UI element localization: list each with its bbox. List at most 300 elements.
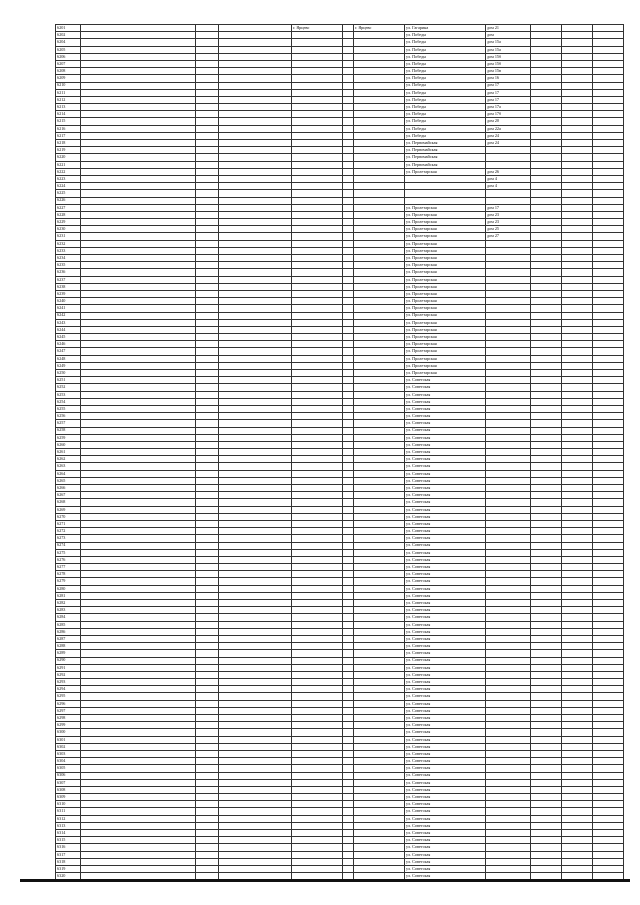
settlement-cell [292, 53, 343, 60]
empty-cell [343, 190, 354, 197]
table-row [56, 168, 624, 175]
cadastral-number-cell [81, 643, 196, 650]
district-cell [219, 190, 292, 197]
settlement-cell [292, 405, 343, 412]
note-cell [531, 485, 562, 492]
street-cell: ул. Советская [405, 384, 486, 391]
settlement-cell [292, 815, 343, 822]
note-cell [531, 104, 562, 111]
city-cell [354, 621, 405, 628]
empty-cell [343, 219, 354, 226]
empty-cell [593, 46, 624, 53]
note-cell [531, 32, 562, 39]
city-cell [354, 434, 405, 441]
house-cell: дом 4 [486, 183, 531, 190]
empty-cell [343, 46, 354, 53]
district-cell [219, 808, 292, 815]
row-number-cell: 6268 [56, 499, 81, 506]
row-number-cell: 6313 [56, 822, 81, 829]
note-cell [531, 808, 562, 815]
note-cell [531, 743, 562, 750]
settlement-cell [292, 82, 343, 89]
row-number-cell: 6237 [56, 276, 81, 283]
empty-cell [593, 578, 624, 585]
row-number-cell: 6225 [56, 190, 81, 197]
empty-cell [196, 607, 219, 614]
row-number-cell: 6264 [56, 470, 81, 477]
street-cell: ул. Советская [405, 794, 486, 801]
row-number-cell: 6280 [56, 585, 81, 592]
table-row [56, 75, 624, 82]
city-cell [354, 528, 405, 535]
empty-cell [196, 377, 219, 384]
street-cell: ул. Советская [405, 391, 486, 398]
street-cell: ул. Победы [405, 46, 486, 53]
empty-cell [343, 427, 354, 434]
table-row [56, 635, 624, 642]
empty-cell [196, 506, 219, 513]
empty-cell [343, 578, 354, 585]
settlement-cell [292, 614, 343, 621]
street-cell: ул. Советская [405, 700, 486, 707]
empty-cell [196, 60, 219, 67]
row-number-cell: 6226 [56, 197, 81, 204]
note-cell [531, 750, 562, 757]
house-cell [486, 492, 531, 499]
street-cell: ул. Пролетарская [405, 247, 486, 254]
empty-cell [593, 679, 624, 686]
empty-cell [196, 736, 219, 743]
district-cell [219, 233, 292, 240]
settlement-cell [292, 125, 343, 132]
house-cell [486, 326, 531, 333]
empty-cell [343, 269, 354, 276]
empty-cell [343, 441, 354, 448]
city-cell [354, 197, 405, 204]
empty-cell [196, 125, 219, 132]
table-row [56, 441, 624, 448]
house-cell: дом 21 [486, 25, 531, 32]
empty-cell [593, 118, 624, 125]
empty-cell [196, 535, 219, 542]
city-cell [354, 348, 405, 355]
settlement-cell [292, 362, 343, 369]
note-cell [531, 298, 562, 305]
house-cell: дом [486, 32, 531, 39]
district-cell [219, 851, 292, 858]
cadastral-number-cell [81, 75, 196, 82]
empty-cell [593, 750, 624, 757]
row-number-cell: 6208 [56, 68, 81, 75]
empty-cell [593, 499, 624, 506]
empty-cell [593, 233, 624, 240]
settlement-cell [292, 470, 343, 477]
note-cell [531, 822, 562, 829]
cadastral-number-cell [81, 233, 196, 240]
settlement-cell [292, 183, 343, 190]
note-cell [531, 664, 562, 671]
table-row [56, 276, 624, 283]
row-number-cell: 6310 [56, 801, 81, 808]
empty-cell [562, 32, 593, 39]
settlement-cell [292, 211, 343, 218]
table-row [56, 39, 624, 46]
cadastral-number-cell [81, 298, 196, 305]
empty-cell [343, 492, 354, 499]
empty-cell [562, 276, 593, 283]
empty-cell [343, 729, 354, 736]
house-cell [486, 456, 531, 463]
row-number-cell: 6274 [56, 542, 81, 549]
city-cell [354, 485, 405, 492]
empty-cell [562, 391, 593, 398]
row-number-cell: 6319 [56, 865, 81, 872]
table-row [56, 664, 624, 671]
settlement-cell [292, 204, 343, 211]
note-cell [531, 499, 562, 506]
empty-cell [196, 679, 219, 686]
note-cell [531, 377, 562, 384]
street-cell: ул. Советская [405, 535, 486, 542]
empty-cell [343, 520, 354, 527]
row-number-cell: 6295 [56, 693, 81, 700]
empty-cell [196, 384, 219, 391]
empty-cell [343, 765, 354, 772]
empty-cell [593, 477, 624, 484]
table-row [56, 564, 624, 571]
settlement-cell [292, 370, 343, 377]
street-cell: ул. Пролетарская [405, 319, 486, 326]
city-cell [354, 556, 405, 563]
city-cell [354, 722, 405, 729]
city-cell [354, 779, 405, 786]
row-number-cell: 6231 [56, 233, 81, 240]
row-number-cell: 6221 [56, 161, 81, 168]
note-cell [531, 240, 562, 247]
district-cell [219, 319, 292, 326]
house-cell [486, 405, 531, 412]
cadastral-number-cell [81, 671, 196, 678]
empty-cell [562, 650, 593, 657]
empty-cell [593, 614, 624, 621]
city-cell [354, 427, 405, 434]
table-row [56, 693, 624, 700]
empty-cell [562, 283, 593, 290]
row-number-cell: 6309 [56, 794, 81, 801]
district-cell [219, 463, 292, 470]
empty-cell [562, 794, 593, 801]
house-cell: дом 26 [486, 168, 531, 175]
settlement-cell [292, 808, 343, 815]
empty-cell [343, 104, 354, 111]
row-number-cell: 6232 [56, 240, 81, 247]
note-cell [531, 341, 562, 348]
empty-cell [196, 362, 219, 369]
table-row [56, 434, 624, 441]
city-cell [354, 463, 405, 470]
empty-cell [343, 858, 354, 865]
settlement-cell [292, 240, 343, 247]
empty-cell [593, 513, 624, 520]
district-cell [219, 657, 292, 664]
settlement-cell [292, 765, 343, 772]
empty-cell [562, 686, 593, 693]
cadastral-number-cell [81, 348, 196, 355]
empty-cell [562, 801, 593, 808]
settlement-cell [292, 219, 343, 226]
district-cell [219, 837, 292, 844]
settlement-cell [292, 650, 343, 657]
empty-cell [196, 858, 219, 865]
row-number-cell: 6219 [56, 147, 81, 154]
cadastral-number-cell [81, 53, 196, 60]
empty-cell [562, 736, 593, 743]
empty-cell [196, 815, 219, 822]
empty-cell [196, 89, 219, 96]
street-cell: ул. Победы [405, 75, 486, 82]
settlement-cell [292, 686, 343, 693]
settlement-cell [292, 628, 343, 635]
empty-cell [562, 750, 593, 757]
district-cell [219, 355, 292, 362]
district-cell [219, 830, 292, 837]
street-cell: ул. Советская [405, 815, 486, 822]
empty-cell [343, 391, 354, 398]
note-cell [531, 233, 562, 240]
cadastral-number-cell [81, 384, 196, 391]
cadastral-number-cell [81, 449, 196, 456]
note-cell [531, 355, 562, 362]
house-cell [486, 147, 531, 154]
house-cell [486, 671, 531, 678]
empty-cell [196, 53, 219, 60]
empty-cell [593, 348, 624, 355]
table-row [56, 456, 624, 463]
settlement-cell [292, 319, 343, 326]
table-row [56, 743, 624, 750]
house-cell [486, 700, 531, 707]
cadastral-number-cell [81, 477, 196, 484]
district-cell [219, 621, 292, 628]
empty-cell [343, 779, 354, 786]
empty-cell [196, 837, 219, 844]
empty-cell [593, 262, 624, 269]
street-cell: ул. Пролетарская [405, 168, 486, 175]
city-cell [354, 111, 405, 118]
empty-cell [196, 729, 219, 736]
district-cell [219, 449, 292, 456]
note-cell [531, 549, 562, 556]
table-row [56, 535, 624, 542]
row-number-cell: 6304 [56, 758, 81, 765]
empty-cell [562, 556, 593, 563]
empty-cell [593, 786, 624, 793]
house-cell [486, 362, 531, 369]
cadastral-number-cell [81, 772, 196, 779]
empty-cell [196, 865, 219, 872]
district-cell [219, 247, 292, 254]
cadastral-number-cell [81, 621, 196, 628]
empty-cell [562, 858, 593, 865]
empty-cell [593, 822, 624, 829]
street-cell: ул. Советская [405, 614, 486, 621]
table-row [56, 513, 624, 520]
house-cell [486, 477, 531, 484]
city-cell [354, 118, 405, 125]
settlement-cell [292, 729, 343, 736]
empty-cell [593, 657, 624, 664]
district-cell [219, 68, 292, 75]
city-cell [354, 851, 405, 858]
empty-cell [343, 592, 354, 599]
empty-cell [593, 377, 624, 384]
street-cell: ул. Советская [405, 600, 486, 607]
table-row [56, 262, 624, 269]
city-cell [354, 815, 405, 822]
city-cell [354, 125, 405, 132]
empty-cell [562, 520, 593, 527]
empty-cell [562, 362, 593, 369]
note-cell [531, 470, 562, 477]
empty-cell [562, 298, 593, 305]
empty-cell [343, 477, 354, 484]
empty-cell [562, 837, 593, 844]
street-cell [405, 175, 486, 182]
cadastral-number-cell [81, 39, 196, 46]
city-cell [354, 140, 405, 147]
table-row [56, 312, 624, 319]
settlement-cell [292, 377, 343, 384]
table-row [56, 707, 624, 714]
empty-cell [343, 211, 354, 218]
cadastral-number-cell [81, 837, 196, 844]
cadastral-number-cell [81, 190, 196, 197]
cadastral-number-cell [81, 463, 196, 470]
district-cell [219, 729, 292, 736]
note-cell [531, 765, 562, 772]
settlement-cell [292, 513, 343, 520]
note-cell [531, 269, 562, 276]
settlement-cell [292, 635, 343, 642]
city-cell [354, 592, 405, 599]
house-cell [486, 255, 531, 262]
city-cell [354, 190, 405, 197]
empty-cell [343, 68, 354, 75]
empty-cell [196, 643, 219, 650]
cadastral-number-cell [81, 312, 196, 319]
row-number-cell: 6236 [56, 269, 81, 276]
district-cell [219, 600, 292, 607]
street-cell: ул. Советская [405, 492, 486, 499]
city-cell [354, 391, 405, 398]
empty-cell [593, 298, 624, 305]
empty-cell [593, 312, 624, 319]
empty-cell [593, 463, 624, 470]
city-cell [354, 298, 405, 305]
district-cell [219, 405, 292, 412]
cadastral-number-cell [81, 370, 196, 377]
house-cell: дом 17а [486, 104, 531, 111]
empty-cell [343, 60, 354, 67]
empty-cell [196, 549, 219, 556]
empty-cell [593, 686, 624, 693]
district-cell [219, 858, 292, 865]
note-cell [531, 89, 562, 96]
city-cell [354, 449, 405, 456]
row-number-cell: 6316 [56, 844, 81, 851]
empty-cell [593, 60, 624, 67]
empty-cell [562, 499, 593, 506]
settlement-cell [292, 564, 343, 571]
settlement-cell [292, 441, 343, 448]
table-row [56, 786, 624, 793]
house-cell [486, 758, 531, 765]
table-row [56, 556, 624, 563]
empty-cell [562, 592, 593, 599]
empty-cell [562, 643, 593, 650]
house-cell [486, 650, 531, 657]
settlement-cell [292, 355, 343, 362]
note-cell [531, 758, 562, 765]
empty-cell [196, 441, 219, 448]
house-cell [486, 664, 531, 671]
street-cell: ул. Советская [405, 542, 486, 549]
street-cell: ул. Пролетарская [405, 233, 486, 240]
street-cell: ул. Пролетарская [405, 240, 486, 247]
city-cell [354, 226, 405, 233]
note-cell [531, 621, 562, 628]
empty-cell [562, 96, 593, 103]
settlement-cell [292, 247, 343, 254]
empty-cell [196, 190, 219, 197]
settlement-cell [292, 643, 343, 650]
table-row [56, 82, 624, 89]
city-cell: г. Ярцево [354, 25, 405, 32]
empty-cell [343, 700, 354, 707]
empty-cell [343, 420, 354, 427]
empty-cell [343, 535, 354, 542]
empty-cell [343, 276, 354, 283]
note-cell [531, 168, 562, 175]
district-cell [219, 506, 292, 513]
city-cell [354, 39, 405, 46]
city-cell [354, 53, 405, 60]
empty-cell [343, 355, 354, 362]
table-row [56, 750, 624, 757]
empty-cell [593, 470, 624, 477]
house-cell [486, 334, 531, 341]
empty-cell [562, 247, 593, 254]
empty-cell [196, 413, 219, 420]
note-cell [531, 657, 562, 664]
note-cell [531, 204, 562, 211]
empty-cell [196, 147, 219, 154]
settlement-cell [292, 657, 343, 664]
table-row [56, 125, 624, 132]
house-cell: дом 23 [486, 211, 531, 218]
house-cell [486, 535, 531, 542]
empty-cell [196, 247, 219, 254]
table-row [56, 549, 624, 556]
house-cell [486, 750, 531, 757]
table-row [56, 585, 624, 592]
empty-cell [196, 39, 219, 46]
table-row [56, 247, 624, 254]
empty-cell [562, 786, 593, 793]
settlement-cell [292, 556, 343, 563]
district-cell [219, 679, 292, 686]
empty-cell [593, 715, 624, 722]
